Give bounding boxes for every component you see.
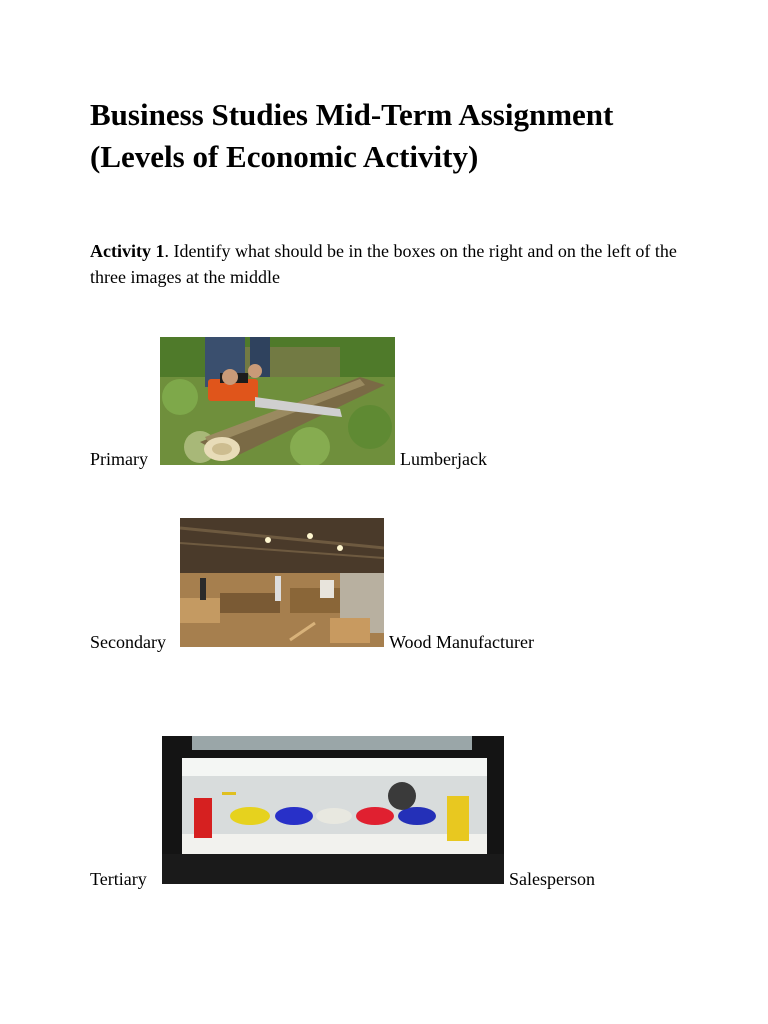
activity-instructions [90,238,690,290]
wood-factory-image [180,518,384,647]
title-line-1: Business Studies Mid-Term Assignment [90,97,614,132]
row-secondary-left-label: Secondary [90,632,166,652]
title-line-2: (Levels of Economic Activity) [90,139,479,174]
row-tertiary-left-label: Tertiary [90,869,147,889]
row-secondary-right-label: Wood Manufacturer [389,632,534,652]
chair-shop-window-image [162,736,504,884]
activity-text: . Identify what should be in the boxes on the right and on the left of the three images at the middle [90,241,677,287]
row-primary-left-label: Primary [90,449,148,469]
activity-label: Activity 1 [90,241,165,261]
row-tertiary-right-label: Salesperson [509,869,595,889]
chainsaw-log-image [160,337,395,465]
row-primary-right-label: Lumberjack [400,449,487,469]
document-title [90,94,730,178]
